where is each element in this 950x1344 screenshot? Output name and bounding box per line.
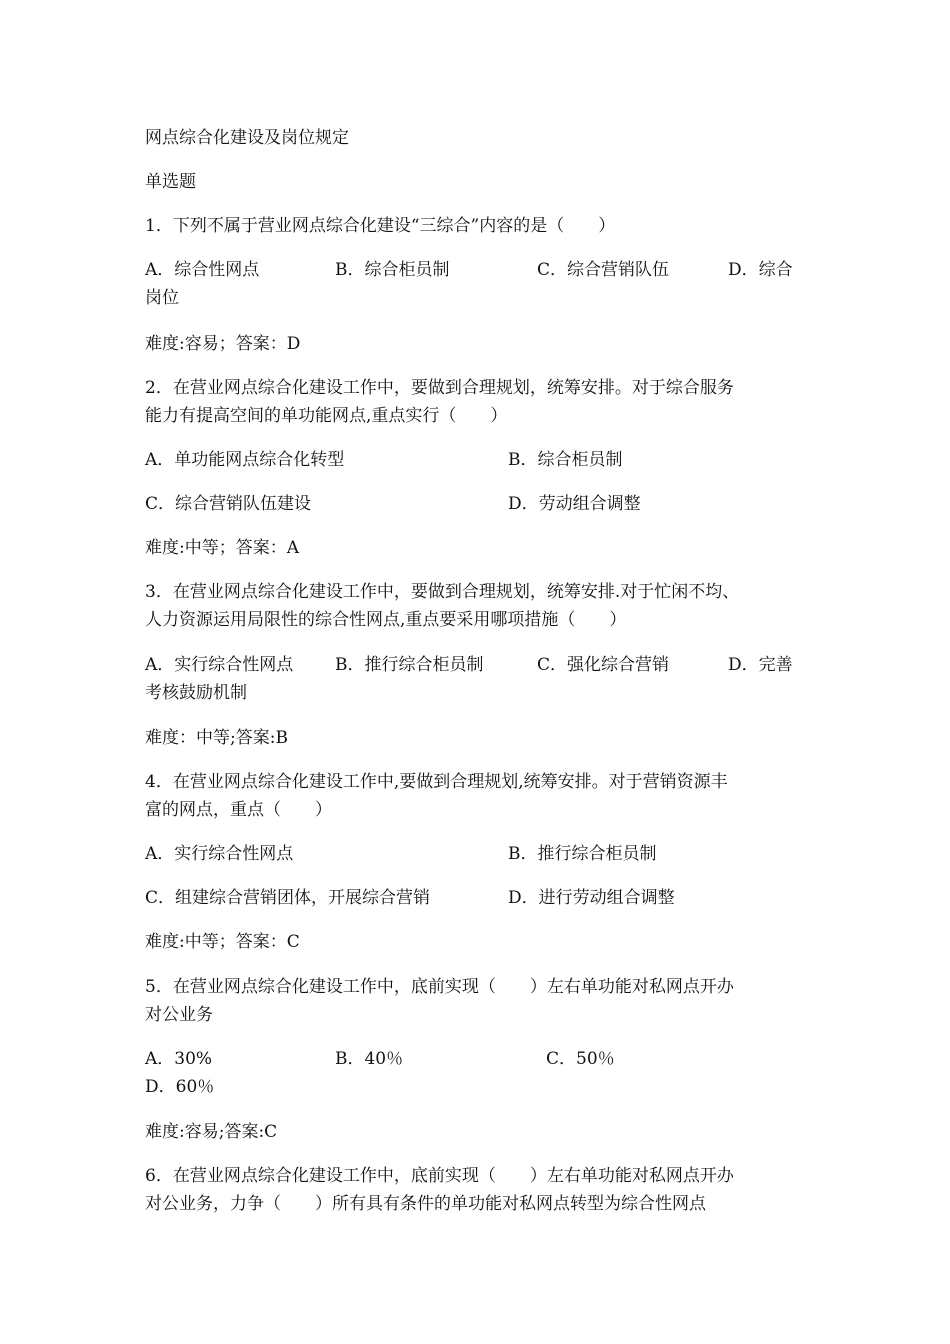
question-2-option-d: D．劳动组合调整 xyxy=(508,494,641,514)
question-2-stem-cont: 能力有提高空间的单功能网点,重点实行（ ） xyxy=(145,406,508,426)
question-4-option-d: D．进行劳动组合调整 xyxy=(508,888,675,908)
question-4-option-b: B．推行综合柜员制 xyxy=(508,844,657,864)
question-3-meta: 难度：中等;答案:B xyxy=(145,728,288,748)
question-5-meta: 难度:容易;答案:C xyxy=(145,1122,278,1142)
question-6-stem: 6．在营业网点综合化建设工作中，底前实现（ ）左右单功能对私网点开办 xyxy=(145,1166,734,1186)
question-4-option-a: A．实行综合性网点 xyxy=(145,844,294,864)
question-1-stem: 1．下列不属于营业网点综合化建设“三综合”内容的是（ ） xyxy=(145,216,616,236)
question-2-option-c: C．综合营销队伍建设 xyxy=(145,494,312,514)
question-6-stem-cont: 对公业务，力争（ ）所有具有条件的单功能对私网点转型为综合性网点 xyxy=(145,1194,706,1214)
question-2-option-b: B．综合柜员制 xyxy=(508,450,623,470)
question-5-stem: 5．在营业网点综合化建设工作中，底前实现（ ）左右单功能对私网点开办 xyxy=(145,977,734,997)
question-3-option-d: D．完善 xyxy=(728,655,793,675)
question-1-option-a: A．综合性网点 xyxy=(145,260,260,280)
question-1-option-c: C．综合营销队伍 xyxy=(537,260,670,280)
document-title: 网点综合化建设及岗位规定 xyxy=(145,128,349,148)
question-5-option-b: B．40％ xyxy=(335,1049,404,1069)
question-5-stem-cont: 对公业务 xyxy=(145,1005,213,1025)
question-1-option-d: D．综合 xyxy=(728,260,793,280)
section-heading: 单选题 xyxy=(145,172,196,192)
question-3-option-a: A．实行综合性网点 xyxy=(145,655,294,675)
question-3-option-b: B．推行综合柜员制 xyxy=(335,655,484,675)
question-5-option-a: A．30% xyxy=(145,1049,213,1069)
question-3-stem: 3．在营业网点综合化建设工作中，要做到合理规划，统筹安排.对于忙闲不均、 xyxy=(145,582,740,602)
question-2-option-a: A．单功能网点综合化转型 xyxy=(145,450,345,470)
question-1-option-b: B．综合柜员制 xyxy=(335,260,450,280)
question-5-option-c: C．50％ xyxy=(546,1049,615,1069)
question-4-stem-cont: 富的网点，重点（ ） xyxy=(145,800,332,820)
question-4-meta: 难度:中等；答案：C xyxy=(145,932,300,952)
question-2-meta: 难度:中等；答案：A xyxy=(145,538,300,558)
question-4-stem: 4．在营业网点综合化建设工作中,要做到合理规划,统筹安排。对于营销资源丰 xyxy=(145,772,728,792)
question-4-option-c: C．组建综合营销团体，开展综合营销 xyxy=(145,888,431,908)
question-1-option-d-cont: 岗位 xyxy=(145,288,179,308)
question-3-option-c: C．强化综合营销 xyxy=(537,655,670,675)
question-2-stem: 2．在营业网点综合化建设工作中，要做到合理规划，统筹安排。对于综合服务 xyxy=(145,378,734,398)
question-5-option-d: D．60％ xyxy=(145,1077,215,1097)
question-3-stem-cont: 人力资源运用局限性的综合性网点,重点要采用哪项措施（ ） xyxy=(145,610,627,630)
question-1-meta: 难度:容易；答案：D xyxy=(145,334,301,354)
question-3-option-d-cont: 考核鼓励机制 xyxy=(145,683,247,703)
